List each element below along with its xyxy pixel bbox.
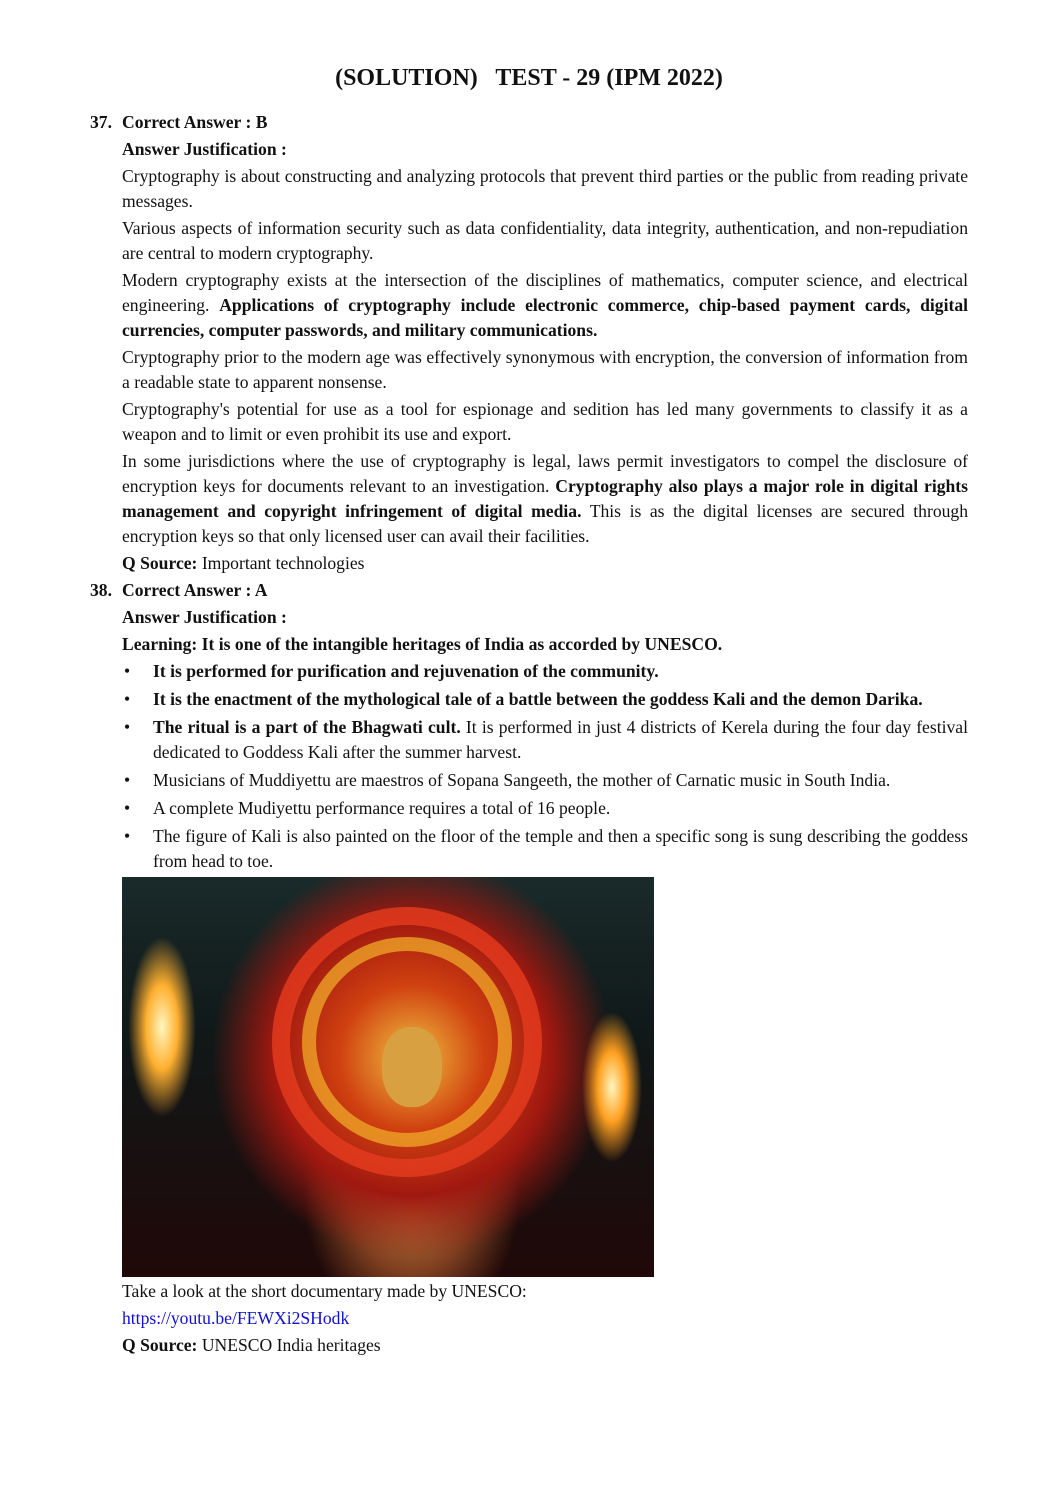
question-number: 38. [90, 580, 112, 600]
list-item [122, 659, 968, 684]
paragraph [122, 449, 968, 549]
correct-answer: Correct Answer : B [122, 112, 268, 132]
text: Modern cryptography exists at the intersection of the disciplines of mathematics, computer science, and electrical engineering. [122, 270, 968, 315]
question-header [90, 578, 968, 603]
justification-label: Answer Justification : [122, 607, 287, 627]
list-item [122, 715, 968, 765]
bold-text: The ritual is a part of the Bhagwati cult. [153, 717, 461, 737]
question-38 [90, 578, 968, 1358]
justification-label: Answer Justification : [122, 139, 287, 159]
source-label: Q Source: [122, 1335, 198, 1355]
question-source [122, 551, 968, 576]
paragraph: Cryptography prior to the modern age was effectively synonymous with encryption, the conversion of information from a readable state to apparent nonsense. [122, 347, 968, 392]
text: It is performed in just 4 districts of Kerela during the four day festival dedicated to Goddess Kali after the summer harvest. [153, 717, 968, 762]
paragraph [122, 268, 968, 343]
bold-text: It is performed for purification and rejuvenation of the community. [153, 661, 659, 681]
question-source [122, 1333, 968, 1358]
text: In some jurisdictions where the use of cryptography is legal, laws permit investigators to compel the disclosure of encryption keys for documents relevant to an investigation. [122, 451, 968, 496]
paragraph: Cryptography is about constructing and analyzing protocols that prevent third parties or the public from reading private messages. [122, 166, 968, 211]
text: This is as the digital licenses are secured through encryption keys so that only licensed user can avail their facilities. [122, 501, 969, 546]
source-label: Q Source: [122, 553, 198, 573]
bold-text: Cryptography also plays a major role in digital rights management and copyright infringement of digital media. [122, 476, 968, 521]
page-title: (SOLUTION) TEST - 29 (IPM 2022) [335, 65, 723, 91]
documentary-link[interactable]: https://youtu.be/FEWXi2SHodk [122, 1308, 350, 1328]
list-item [122, 687, 968, 712]
mudiyettu-performer-photo [122, 877, 654, 1277]
bold-text: Applications of cryptography include electronic commerce, chip-based payment cards, digital currencies, computer passwords, and military communications. [122, 295, 969, 340]
learning-text: Learning: It is one of the intangible heritages of India as accorded by UNESCO. [122, 634, 723, 654]
documentary-text: Take a look at the short documentary made by UNESCO: [122, 1281, 527, 1301]
bullet-list [122, 659, 968, 874]
list-item: • Musicians of Muddiyettu are maestros of Sopana Sangeeth, the mother of Carnatic music in South India. [122, 768, 968, 793]
paragraph: Various aspects of information security such as data confidentiality, data integrity, authentication, and non-repudiation are central to modern cryptography. [122, 218, 968, 263]
source-value: UNESCO India heritages [197, 1335, 381, 1355]
correct-answer: Correct Answer : A [122, 580, 268, 600]
list-item: • The figure of Kali is also painted on the floor of the temple and then a specific song is sung describing the goddess from head to toe. [122, 824, 968, 874]
question-number: 37. [90, 112, 112, 132]
bold-text: It is the enactment of the mythological tale of a battle between the goddess Kali and the demon Darika. [153, 689, 923, 709]
list-item: • A complete Mudiyettu performance requires a total of 16 people. [122, 796, 968, 821]
performer-face [382, 1027, 442, 1107]
source-value: Important technologies [197, 553, 365, 573]
paragraph: Cryptography's potential for use as a tool for espionage and sedition has led many governments to classify it as a weapon and to limit or even prohibit its use and export. [122, 399, 968, 444]
question-37 [90, 110, 968, 576]
question-header [90, 110, 968, 135]
document-body [90, 110, 968, 1360]
